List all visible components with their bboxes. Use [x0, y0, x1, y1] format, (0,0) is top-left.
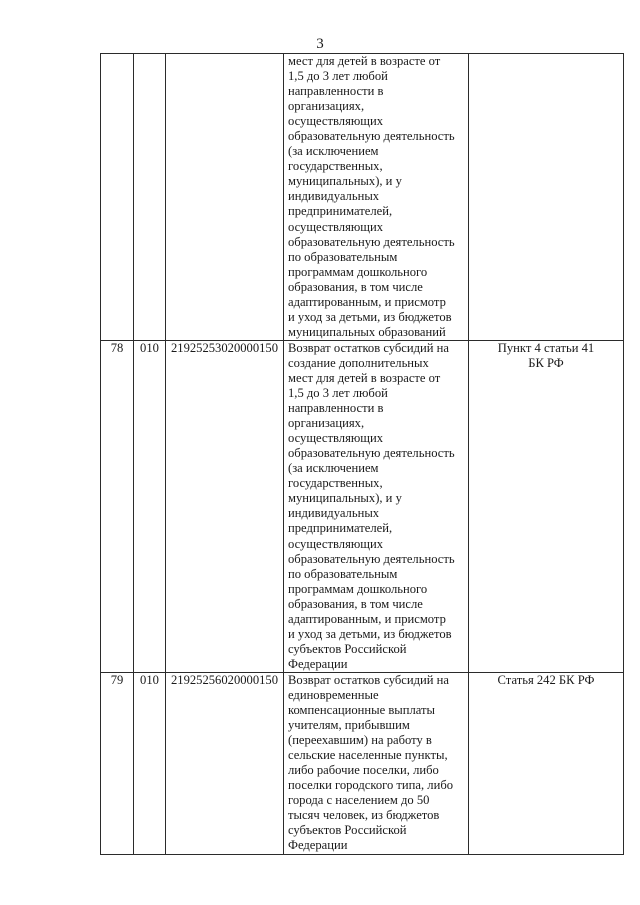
description-text: Возврат остатков субсидий на единовременные компенсационные выплаты учителям, прибывшим (переехавшим) на работу в сельские населенные пункты, либо рабочие поселки, либо поселки городского типа, либо города с населением до 50 тысяч человек, из бюджетов субъектов Российской Федерации [288, 672, 454, 853]
row-number-cell [101, 54, 134, 341]
legal-basis-text: Пункт 4 статьи 41 БК РФ [497, 340, 595, 370]
page-number: 3 [316, 36, 324, 52]
admin-code-cell [134, 54, 166, 341]
description-cell [284, 54, 469, 341]
admin-code-cell: 010 [134, 340, 166, 672]
table-row [101, 54, 624, 341]
kbk-code-cell: 21925256020000150 [166, 672, 284, 854]
row-number-cell: 79 [101, 672, 134, 854]
row-number-cell: 78 [101, 340, 134, 672]
legal-basis-cell [469, 340, 624, 672]
legal-basis-cell [469, 54, 624, 341]
description-cell [284, 340, 469, 672]
description-text: Возврат остатков субсидий на создание дополнительных мест для детей в возрасте от 1,5 до 3 лет любой направленности в организациях, осуществляющих образовательную деятельность (за исключением государственных, муниципальных), и у индивидуальных предпринимателей, осуществляющих образовательную деятельность по образовательным программам дошкольного образования, в том числе адаптированным, и присмотр и уход за детьми, из бюджетов субъектов Российской Федерации [288, 340, 455, 671]
legal-basis-cell [469, 672, 624, 854]
description-text: мест для детей в возрасте от 1,5 до 3 лет любой направленности в организациях, осуществляющих образовательную деятельность (за исключением государственных, муниципальных), и у индивидуальных предпринимателей, осуществляющих образовательную деятельность по образовательным программам дошкольного образования, в том числе адаптированным, и присмотр и уход за детьми, из бюджетов муниципальных образований [288, 54, 455, 339]
kbk-code-cell [166, 54, 284, 341]
table-row [101, 672, 624, 854]
legal-basis-text: Статья 242 БК РФ [497, 672, 595, 687]
kbk-code-cell: 21925253020000150 [166, 340, 284, 672]
admin-code-cell: 010 [134, 672, 166, 854]
description-cell [284, 672, 469, 854]
table-row [101, 340, 624, 672]
budget-codes-table [100, 53, 624, 855]
